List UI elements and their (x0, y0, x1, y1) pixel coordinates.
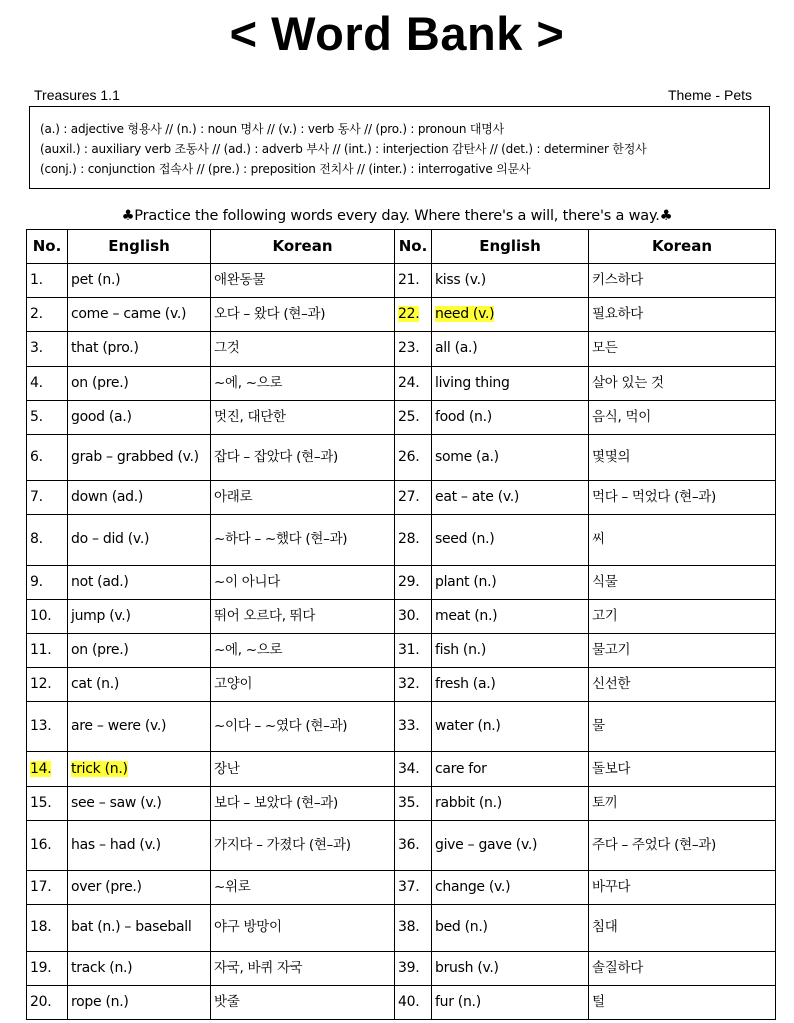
english-word (432, 985, 589, 1019)
english-word-text: food (n.) (435, 408, 492, 425)
english-word-text: give – gave (v.) (435, 836, 538, 853)
entry-number (27, 820, 68, 870)
english-word (68, 820, 211, 870)
entry-number (27, 264, 68, 298)
english-word-text: down (ad.) (71, 489, 144, 506)
table-row (27, 515, 776, 565)
entry-number (395, 515, 432, 565)
korean-meaning (211, 702, 395, 752)
entry-number-text: 18. (30, 919, 52, 936)
english-word (432, 599, 589, 633)
table-row (27, 951, 776, 985)
korean-meaning-text: ~이 아니다 (214, 573, 280, 590)
entry-number (27, 599, 68, 633)
korean-meaning-text: 식물 (592, 573, 618, 590)
korean-meaning (589, 481, 776, 515)
english-word-text: good (a.) (71, 408, 132, 425)
korean-meaning-text: 솔질하다 (592, 959, 643, 976)
english-word-text: trick (n.) (71, 760, 128, 777)
english-word-text: over (pre.) (71, 879, 142, 896)
english-word-text: brush (v.) (435, 959, 499, 976)
entry-number-text: 10. (30, 607, 52, 624)
korean-meaning (211, 668, 395, 702)
table-row (27, 298, 776, 332)
english-word-text: pet (n.) (71, 272, 121, 289)
english-word (68, 702, 211, 752)
word-bank-body (27, 264, 776, 1020)
korean-meaning-text: 토끼 (592, 794, 618, 811)
english-word-text: fur (n.) (435, 993, 481, 1010)
english-word-text: see – saw (v.) (71, 794, 162, 811)
english-word (68, 565, 211, 599)
entry-number-text: 33. (398, 718, 420, 735)
header-no-right: No. (395, 230, 432, 264)
entry-number-text: 37. (398, 879, 420, 896)
table-row (27, 668, 776, 702)
part-of-speech-legend (29, 106, 770, 189)
entry-number (27, 434, 68, 480)
korean-meaning (589, 951, 776, 985)
korean-meaning (589, 515, 776, 565)
korean-meaning (211, 905, 395, 951)
entry-number (395, 985, 432, 1019)
korean-meaning-text: 고기 (592, 607, 618, 624)
entry-number-text: 13. (30, 718, 52, 735)
table-row (27, 786, 776, 820)
english-word (432, 565, 589, 599)
english-word (68, 985, 211, 1019)
entry-number-text: 39. (398, 959, 420, 976)
table-row (27, 820, 776, 870)
entry-number (395, 332, 432, 366)
english-word (68, 366, 211, 400)
korean-meaning (589, 264, 776, 298)
entry-number (395, 786, 432, 820)
entry-number (27, 786, 68, 820)
table-row (27, 434, 776, 480)
english-word-text: come – came (v.) (71, 306, 187, 323)
english-word-text: need (v.) (435, 306, 495, 323)
korean-meaning-text: 키스하다 (592, 272, 643, 289)
entry-number-text: 4. (30, 374, 43, 391)
korean-meaning (211, 871, 395, 905)
korean-meaning-text: 음식, 먹이 (592, 408, 651, 425)
korean-meaning (211, 481, 395, 515)
entry-number-text: 34. (398, 760, 420, 777)
korean-meaning (589, 599, 776, 633)
entry-number-text: 20. (30, 993, 52, 1010)
english-word-text: eat – ate (v.) (435, 489, 520, 506)
korean-meaning (211, 434, 395, 480)
english-word-text: on (pre.) (71, 641, 129, 658)
korean-meaning (211, 985, 395, 1019)
korean-meaning-text: 잡다 – 잡았다 (현–과) (214, 448, 338, 465)
korean-meaning-text: 씨 (592, 531, 605, 548)
english-word-text: on (pre.) (71, 374, 129, 391)
entry-number (27, 298, 68, 332)
english-word (68, 400, 211, 434)
entry-number-text: 35. (398, 794, 420, 811)
english-word-text: care for (435, 760, 487, 777)
english-word-text: bat (n.) – baseball (71, 919, 192, 936)
entry-number-text: 26. (398, 448, 420, 465)
entry-number (395, 481, 432, 515)
korean-meaning-text: 자국, 바퀴 자국 (214, 959, 303, 976)
table-row (27, 565, 776, 599)
korean-meaning (589, 668, 776, 702)
table-row (27, 264, 776, 298)
english-word-text: all (a.) (435, 340, 478, 357)
table-row (27, 702, 776, 752)
english-word (432, 264, 589, 298)
entry-number (395, 702, 432, 752)
english-word-text: has – had (v.) (71, 836, 161, 853)
entry-number (27, 366, 68, 400)
korean-meaning-text: 필요하다 (592, 306, 643, 323)
table-row (27, 481, 776, 515)
korean-meaning-text: ~이다 – ~였다 (현–과) (214, 718, 348, 735)
korean-meaning-text: 살아 있는 것 (592, 374, 664, 391)
english-word (432, 752, 589, 786)
english-word (68, 668, 211, 702)
english-word (68, 298, 211, 332)
practice-instruction: ♣Practice the following words every day. Where there's a will, there's a way.♣ (121, 208, 673, 224)
entry-number-text: 30. (398, 607, 420, 624)
table-header-row (27, 230, 776, 264)
table-row (27, 366, 776, 400)
korean-meaning (589, 332, 776, 366)
korean-meaning (589, 985, 776, 1019)
korean-meaning-text: 몇몇의 (592, 448, 631, 465)
korean-meaning-text: 장난 (214, 760, 240, 777)
entry-number-text: 23. (398, 340, 420, 357)
english-word-text: meat (n.) (435, 607, 498, 624)
entry-number (27, 905, 68, 951)
entry-number (27, 515, 68, 565)
entry-number (27, 332, 68, 366)
english-word-text: plant (n.) (435, 573, 497, 590)
entry-number-text: 5. (30, 408, 43, 425)
korean-meaning-text: ~하다 – ~했다 (현–과) (214, 531, 348, 548)
korean-meaning-text: 돌보다 (592, 760, 631, 777)
english-word (432, 366, 589, 400)
entry-number (395, 434, 432, 480)
entry-number-text: 2. (30, 306, 43, 323)
english-word (432, 951, 589, 985)
korean-meaning (589, 565, 776, 599)
korean-meaning-text: 보다 – 보았다 (현–과) (214, 794, 338, 811)
korean-meaning-text: 멋진, 대단한 (214, 408, 286, 425)
english-word (432, 871, 589, 905)
english-word-text: kiss (v.) (435, 272, 486, 289)
entry-number (395, 905, 432, 951)
english-word-text: living thing (435, 374, 510, 391)
entry-number-text: 38. (398, 919, 420, 936)
entry-number (395, 871, 432, 905)
entry-number (395, 298, 432, 332)
entry-number-text: 31. (398, 641, 420, 658)
entry-number (27, 668, 68, 702)
korean-meaning (589, 905, 776, 951)
english-word (432, 434, 589, 480)
table-row (27, 985, 776, 1019)
english-word (68, 515, 211, 565)
english-word (68, 434, 211, 480)
korean-meaning-text: 뛰어 오르다, 뛰다 (214, 607, 316, 624)
english-word-text: some (a.) (435, 448, 499, 465)
english-word (68, 332, 211, 366)
entry-number-text: 15. (30, 794, 52, 811)
english-word-text: do – did (v.) (71, 531, 150, 548)
korean-meaning-text: 먹다 – 먹었다 (현–과) (592, 489, 716, 506)
entry-number-text: 40. (398, 993, 420, 1010)
english-word-text: grab – grabbed (v.) (71, 448, 199, 465)
korean-meaning-text: 오다 – 왔다 (현–과) (214, 306, 326, 323)
legend-line-1: (a.) : adjective 형용사 // (n.) : noun 명사 // (v.) : verb 동사 // (pro.) : pronoun 대명사 (40, 122, 505, 136)
entry-number (27, 985, 68, 1019)
table-row (27, 905, 776, 951)
page-title: < Word Bank > (229, 7, 565, 60)
korean-meaning (211, 820, 395, 870)
english-word (68, 905, 211, 951)
entry-number (27, 481, 68, 515)
entry-number (395, 633, 432, 667)
english-word (432, 633, 589, 667)
entry-number-text: 21. (398, 272, 420, 289)
korean-meaning-text: ~에, ~으로 (214, 641, 283, 658)
korean-meaning (211, 633, 395, 667)
korean-meaning-text: ~위로 (214, 879, 251, 896)
entry-number (395, 366, 432, 400)
korean-meaning (589, 633, 776, 667)
korean-meaning (589, 871, 776, 905)
entry-number (395, 951, 432, 985)
entry-number (27, 565, 68, 599)
entry-number-text: 3. (30, 340, 43, 357)
korean-meaning-text: 신선한 (592, 676, 631, 693)
korean-meaning (589, 752, 776, 786)
header-english-left: English (68, 230, 211, 264)
entry-number-text: 32. (398, 676, 420, 693)
korean-meaning (589, 298, 776, 332)
english-word-text: that (pro.) (71, 340, 139, 357)
english-word-text: seed (n.) (435, 531, 495, 548)
korean-meaning (589, 702, 776, 752)
book-label: Treasures 1.1 (34, 87, 120, 103)
header-korean-right: Korean (589, 230, 776, 264)
korean-meaning (211, 264, 395, 298)
english-word-text: water (n.) (435, 718, 501, 735)
english-word (432, 702, 589, 752)
entry-number (27, 752, 68, 786)
entry-number-text: 16. (30, 836, 52, 853)
english-word (68, 633, 211, 667)
entry-number (27, 702, 68, 752)
legend-line-3: (conj.) : conjunction 접속사 // (pre.) : preposition 전치사 // (inter.) : interrogative 의문사 (40, 162, 531, 176)
entry-number (395, 565, 432, 599)
korean-meaning (211, 786, 395, 820)
table-row (27, 633, 776, 667)
korean-meaning-text: 아래로 (214, 489, 253, 506)
korean-meaning (211, 400, 395, 434)
entry-number (395, 400, 432, 434)
entry-number-text: 9. (30, 573, 43, 590)
entry-number-text: 28. (398, 531, 420, 548)
entry-number (27, 951, 68, 985)
entry-number-text: 11. (30, 641, 52, 658)
english-word (432, 481, 589, 515)
english-word-text: change (v.) (435, 879, 511, 896)
korean-meaning (589, 366, 776, 400)
korean-meaning-text: 고양이 (214, 676, 253, 693)
entry-number-text: 17. (30, 879, 52, 896)
korean-meaning (211, 752, 395, 786)
korean-meaning-text: ~에, ~으로 (214, 374, 283, 391)
entry-number (395, 752, 432, 786)
korean-meaning-text: 야구 방망이 (214, 919, 282, 936)
korean-meaning (589, 434, 776, 480)
entry-number-text: 25. (398, 408, 420, 425)
korean-meaning-text: 털 (592, 993, 605, 1010)
english-word-text: fresh (a.) (435, 676, 496, 693)
korean-meaning-text: 애완동물 (214, 272, 265, 289)
korean-meaning (589, 786, 776, 820)
english-word (432, 668, 589, 702)
korean-meaning (211, 366, 395, 400)
korean-meaning (589, 820, 776, 870)
english-word-text: jump (v.) (71, 607, 131, 624)
entry-number-text: 14. (30, 760, 52, 777)
english-word (68, 264, 211, 298)
korean-meaning-text: 주다 – 주었다 (현–과) (592, 836, 716, 853)
english-word-text: cat (n.) (71, 676, 120, 693)
korean-meaning (589, 400, 776, 434)
korean-meaning-text: 물 (592, 718, 605, 735)
header-korean-left: Korean (211, 230, 395, 264)
entry-number-text: 27. (398, 489, 420, 506)
english-word (432, 905, 589, 951)
entry-number-text: 7. (30, 489, 43, 506)
english-word-text: track (n.) (71, 959, 133, 976)
table-row (27, 332, 776, 366)
english-word (432, 820, 589, 870)
korean-meaning-text: 바꾸다 (592, 879, 631, 896)
korean-meaning (211, 298, 395, 332)
english-word (432, 298, 589, 332)
header-no-left: No. (27, 230, 68, 264)
entry-number (395, 820, 432, 870)
korean-meaning-text: 밧줄 (214, 993, 240, 1010)
english-word-text: bed (n.) (435, 919, 488, 936)
entry-number-text: 36. (398, 836, 420, 853)
entry-number-text: 1. (30, 272, 43, 289)
entry-number-text: 6. (30, 448, 43, 465)
entry-number (395, 599, 432, 633)
entry-number (395, 264, 432, 298)
entry-number-text: 22. (398, 306, 420, 323)
entry-number (27, 633, 68, 667)
english-word (432, 786, 589, 820)
korean-meaning-text: 그것 (214, 340, 240, 357)
english-word-text: rope (n.) (71, 993, 129, 1010)
english-word (432, 332, 589, 366)
korean-meaning (211, 332, 395, 366)
english-word-text: fish (n.) (435, 641, 486, 658)
english-word (432, 515, 589, 565)
table-row (27, 599, 776, 633)
korean-meaning-text: 모든 (592, 340, 618, 357)
english-word (68, 786, 211, 820)
entry-number (395, 668, 432, 702)
korean-meaning (211, 565, 395, 599)
header-english-right: English (432, 230, 589, 264)
english-word (68, 752, 211, 786)
legend-line-2: (auxil.) : auxiliary verb 조동사 // (ad.) : adverb 부사 // (int.) : interjection 감탄사 // (det.) : determiner 한정사 (40, 142, 647, 156)
entry-number-text: 19. (30, 959, 52, 976)
english-word (68, 951, 211, 985)
entry-number-text: 29. (398, 573, 420, 590)
korean-meaning (211, 515, 395, 565)
english-word (68, 481, 211, 515)
table-row (27, 752, 776, 786)
korean-meaning-text: 침대 (592, 919, 618, 936)
english-word (68, 599, 211, 633)
english-word (432, 400, 589, 434)
korean-meaning (211, 951, 395, 985)
table-row (27, 400, 776, 434)
entry-number (27, 871, 68, 905)
entry-number-text: 24. (398, 374, 420, 391)
english-word (68, 871, 211, 905)
entry-number (27, 400, 68, 434)
word-bank-table (26, 229, 776, 1020)
english-word-text: rabbit (n.) (435, 794, 502, 811)
korean-meaning-text: 물고기 (592, 641, 631, 658)
english-word-text: are – were (v.) (71, 718, 167, 735)
korean-meaning (211, 599, 395, 633)
english-word-text: not (ad.) (71, 573, 129, 590)
korean-meaning-text: 가지다 – 가졌다 (현–과) (214, 836, 351, 853)
entry-number-text: 12. (30, 676, 52, 693)
entry-number-text: 8. (30, 531, 43, 548)
theme-label: Theme - Pets (667, 87, 752, 103)
table-row (27, 871, 776, 905)
